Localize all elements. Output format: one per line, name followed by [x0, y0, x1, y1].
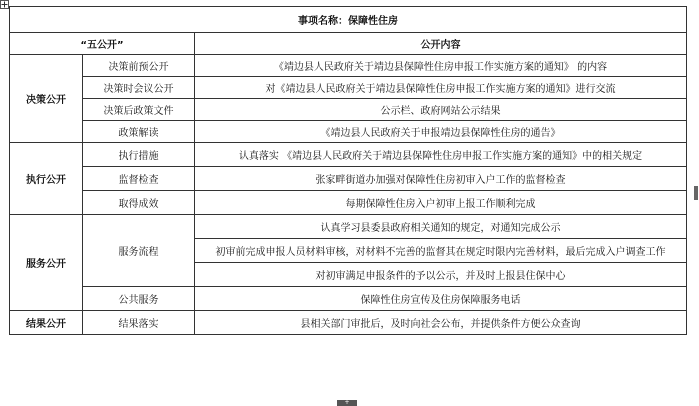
header-five-disclosures: “五公开”: [10, 33, 195, 55]
table-row: [10, 121, 687, 143]
item-cell: 决策时会议公开: [83, 77, 195, 99]
category-cell: 执行公开: [10, 143, 83, 215]
content-cell: 县相关部门审批后，及时向社会公布，并提供条件方便公众查询: [195, 311, 687, 335]
table-bottom-resize-handle[interactable]: +: [337, 400, 357, 406]
item-cell: 决策前预公开: [83, 55, 195, 77]
table-container: [9, 6, 687, 335]
content-cell: 对《靖边县人民政府关于靖边县保障性住房申报工作实施方案的通知》进行交流: [195, 77, 687, 99]
table-row: [10, 311, 687, 335]
content-cell: 初审前完成申报人员材料审核，对材料不完善的监督其在规定时限内完善材料，最后完成入户调查工作: [195, 239, 687, 263]
table-row: [10, 55, 687, 77]
item-cell: 结果落实: [83, 311, 195, 335]
content-cell: 每期保障性住房入户初审上报工作顺利完成: [195, 191, 687, 215]
category-cell: 结果公开: [10, 311, 83, 335]
content-cell: 认真落实 《靖边县人民政府关于靖边县保障性住房申报工作实施方案的通知》中的相关规定: [195, 143, 687, 167]
header-row: [10, 33, 687, 55]
item-cell: 执行措施: [83, 143, 195, 167]
content-cell: 公示栏、政府网站公示结果: [195, 99, 687, 121]
table-row: [10, 287, 687, 311]
table-row: [10, 215, 687, 239]
content-cell: 《靖边县人民政府关于申报靖边县保障性住房的通告》: [195, 121, 687, 143]
content-cell: 《靖边县人民政府关于靖边县保障性住房申报工作实施方案的通知》 的内容: [195, 55, 687, 77]
category-cell: 服务公开: [10, 215, 83, 311]
item-cell: 政策解读: [83, 121, 195, 143]
content-cell: 对初审满足申报条件的予以公示，并及时上报县住保中心: [195, 263, 687, 287]
item-cell: 监督检查: [83, 167, 195, 191]
table-title: 事项名称：保障性住房: [10, 7, 687, 33]
disclosure-table: [9, 6, 687, 335]
table-row: [10, 167, 687, 191]
item-cell: 服务流程: [83, 215, 195, 287]
content-cell: 保障性住房宣传及住房保障服务电话: [195, 287, 687, 311]
item-cell: 取得成效: [83, 191, 195, 215]
header-disclosure-content: 公开内容: [195, 33, 687, 55]
content-cell: 张家畔街道办加强对保障性住房初审入户工作的监督检查: [195, 167, 687, 191]
table-row: [10, 143, 687, 167]
item-cell: 决策后政策文件: [83, 99, 195, 121]
table-move-handle-icon[interactable]: [0, 0, 9, 9]
table-row: [10, 99, 687, 121]
table-row: [10, 191, 687, 215]
item-cell: 公共服务: [83, 287, 195, 311]
category-cell: 决策公开: [10, 55, 83, 143]
title-row: [10, 7, 687, 33]
table-row: [10, 77, 687, 99]
table-resize-handle[interactable]: [694, 186, 698, 200]
content-cell: 认真学习县委县政府相关通知的规定，对通知完成公示: [195, 215, 687, 239]
